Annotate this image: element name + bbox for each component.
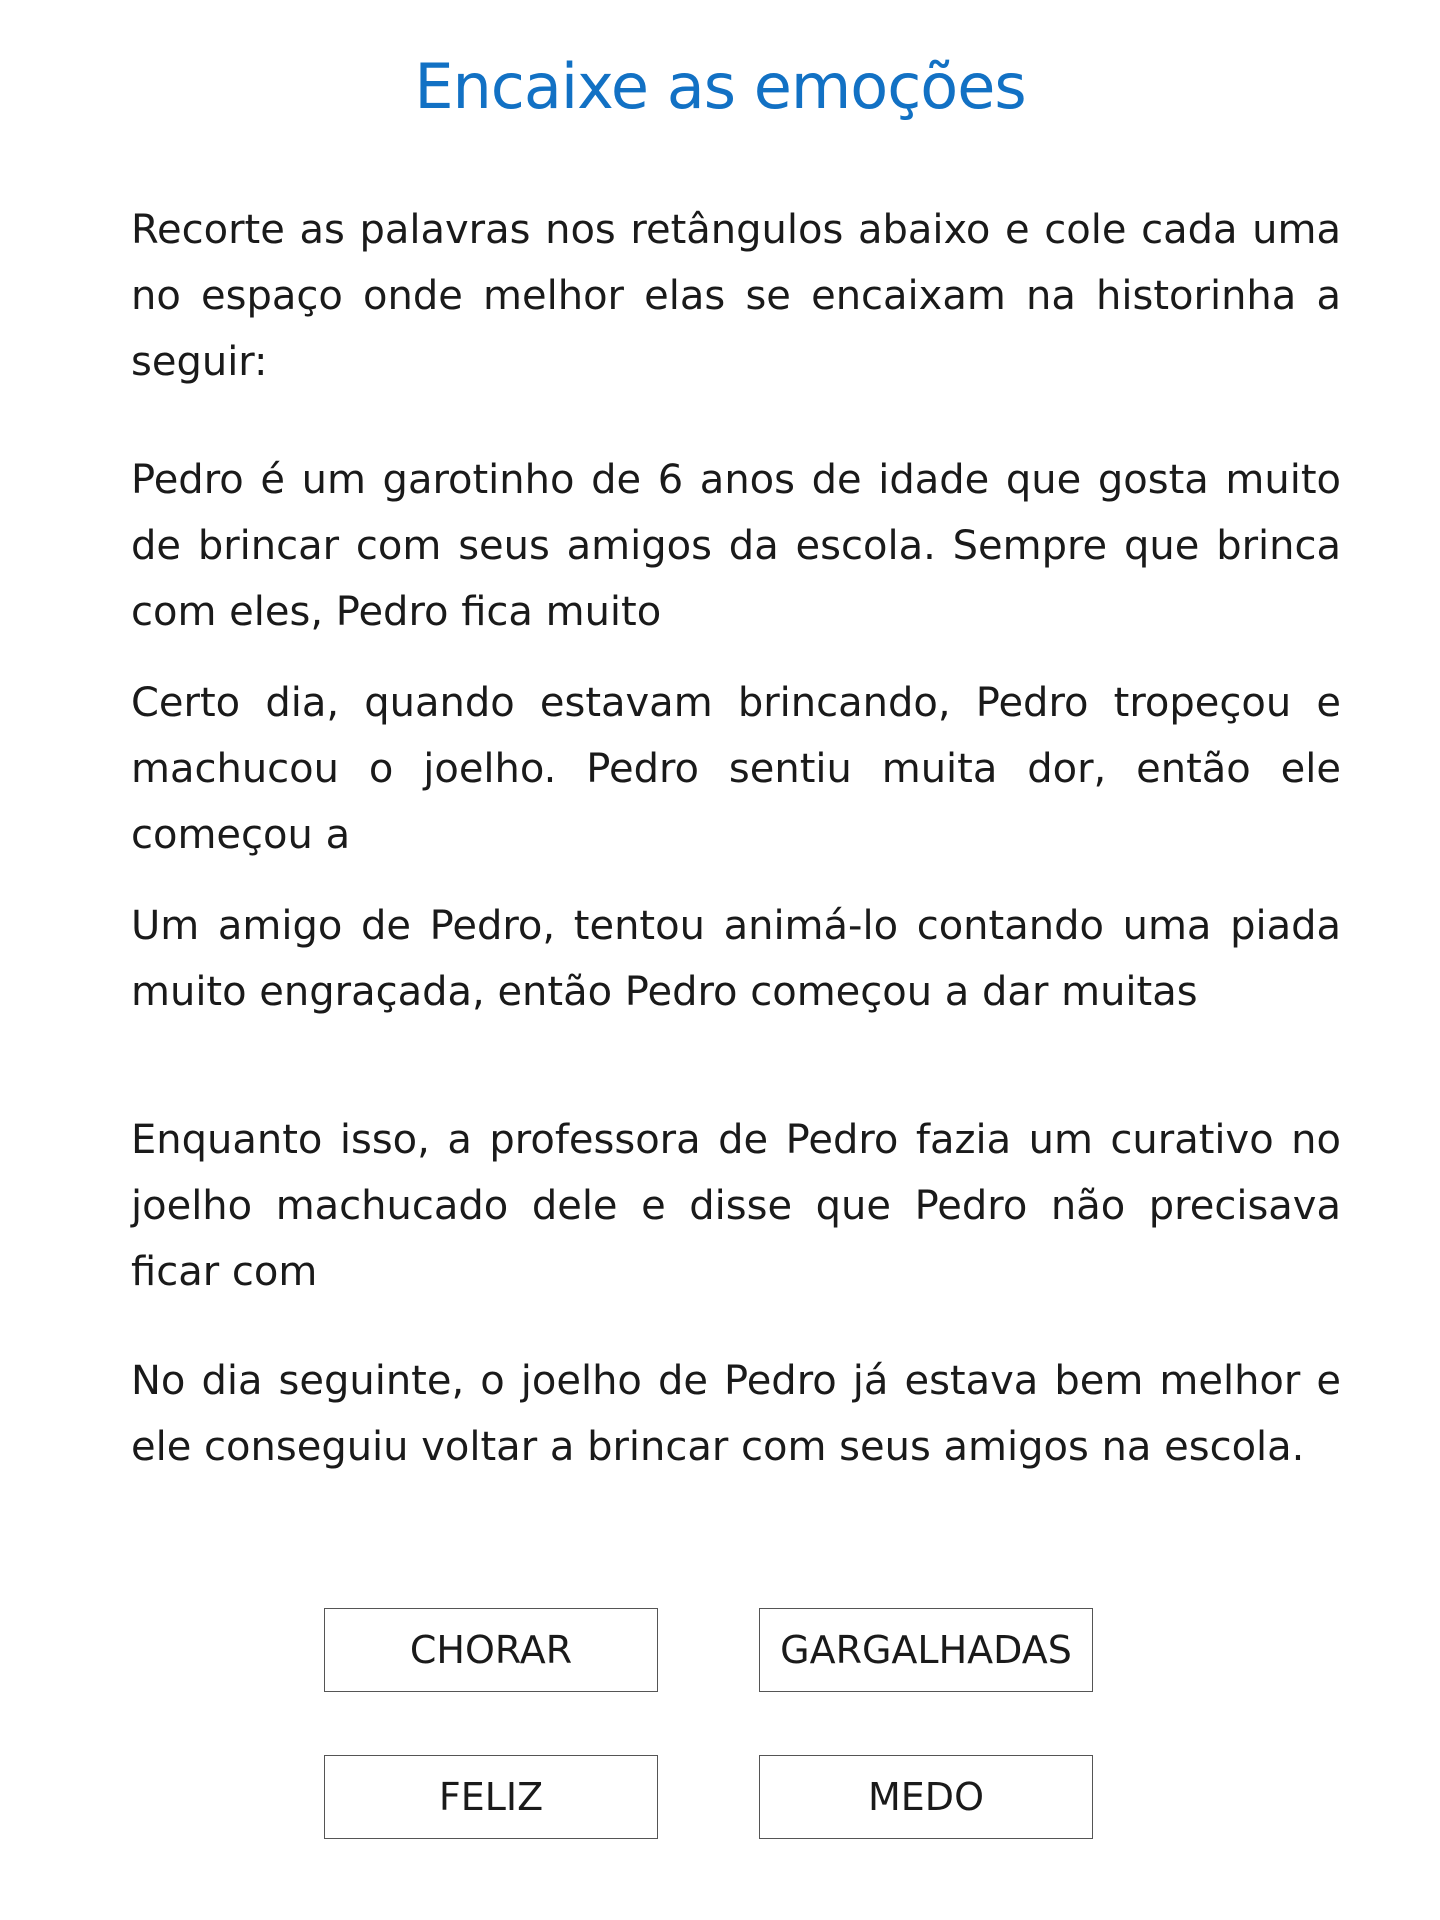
- story-paragraph-2: Certo dia, quando estavam brincando, Pedro tropeçou e machucou o joelho. Pedro sentiu muita dor, então ele começou a: [131, 680, 1341, 858]
- story-paragraph-1: Pedro é um garotinho de 6 anos de idade que gosta muito de brincar com seus amigos da escola. Sempre que brinca com eles, Pedro fica muito: [131, 457, 1341, 635]
- story-paragraph-5: No dia seguinte, o joelho de Pedro já estava bem melhor e ele conseguiu voltar a brincar com seus amigos na escola.: [131, 1358, 1341, 1470]
- page-title: Encaixe as emoções: [414, 50, 1026, 123]
- word-card-label: GARGALHADAS: [780, 1628, 1072, 1672]
- story-paragraph-4: Enquanto isso, a professora de Pedro fazia um curativo no joelho machucado dele e disse que Pedro não precisava ficar com: [131, 1117, 1341, 1295]
- word-card-chorar[interactable]: [324, 1608, 658, 1692]
- instructions-text: Recorte as palavras nos retângulos abaixo e cole cada uma no espaço onde melhor elas se encaixam na historinha a seguir:: [131, 207, 1341, 385]
- word-card-label: CHORAR: [409, 1628, 573, 1672]
- word-card-label: FELIZ: [438, 1775, 544, 1819]
- story-paragraph-3: Um amigo de Pedro, tentou animá-lo contando uma piada muito engraçada, então Pedro começou a dar muitas: [131, 903, 1341, 1015]
- word-card-medo[interactable]: [759, 1755, 1093, 1839]
- word-card-label: MEDO: [868, 1775, 984, 1819]
- word-card-feliz[interactable]: [324, 1755, 658, 1839]
- word-card-gargalhadas[interactable]: [759, 1608, 1093, 1692]
